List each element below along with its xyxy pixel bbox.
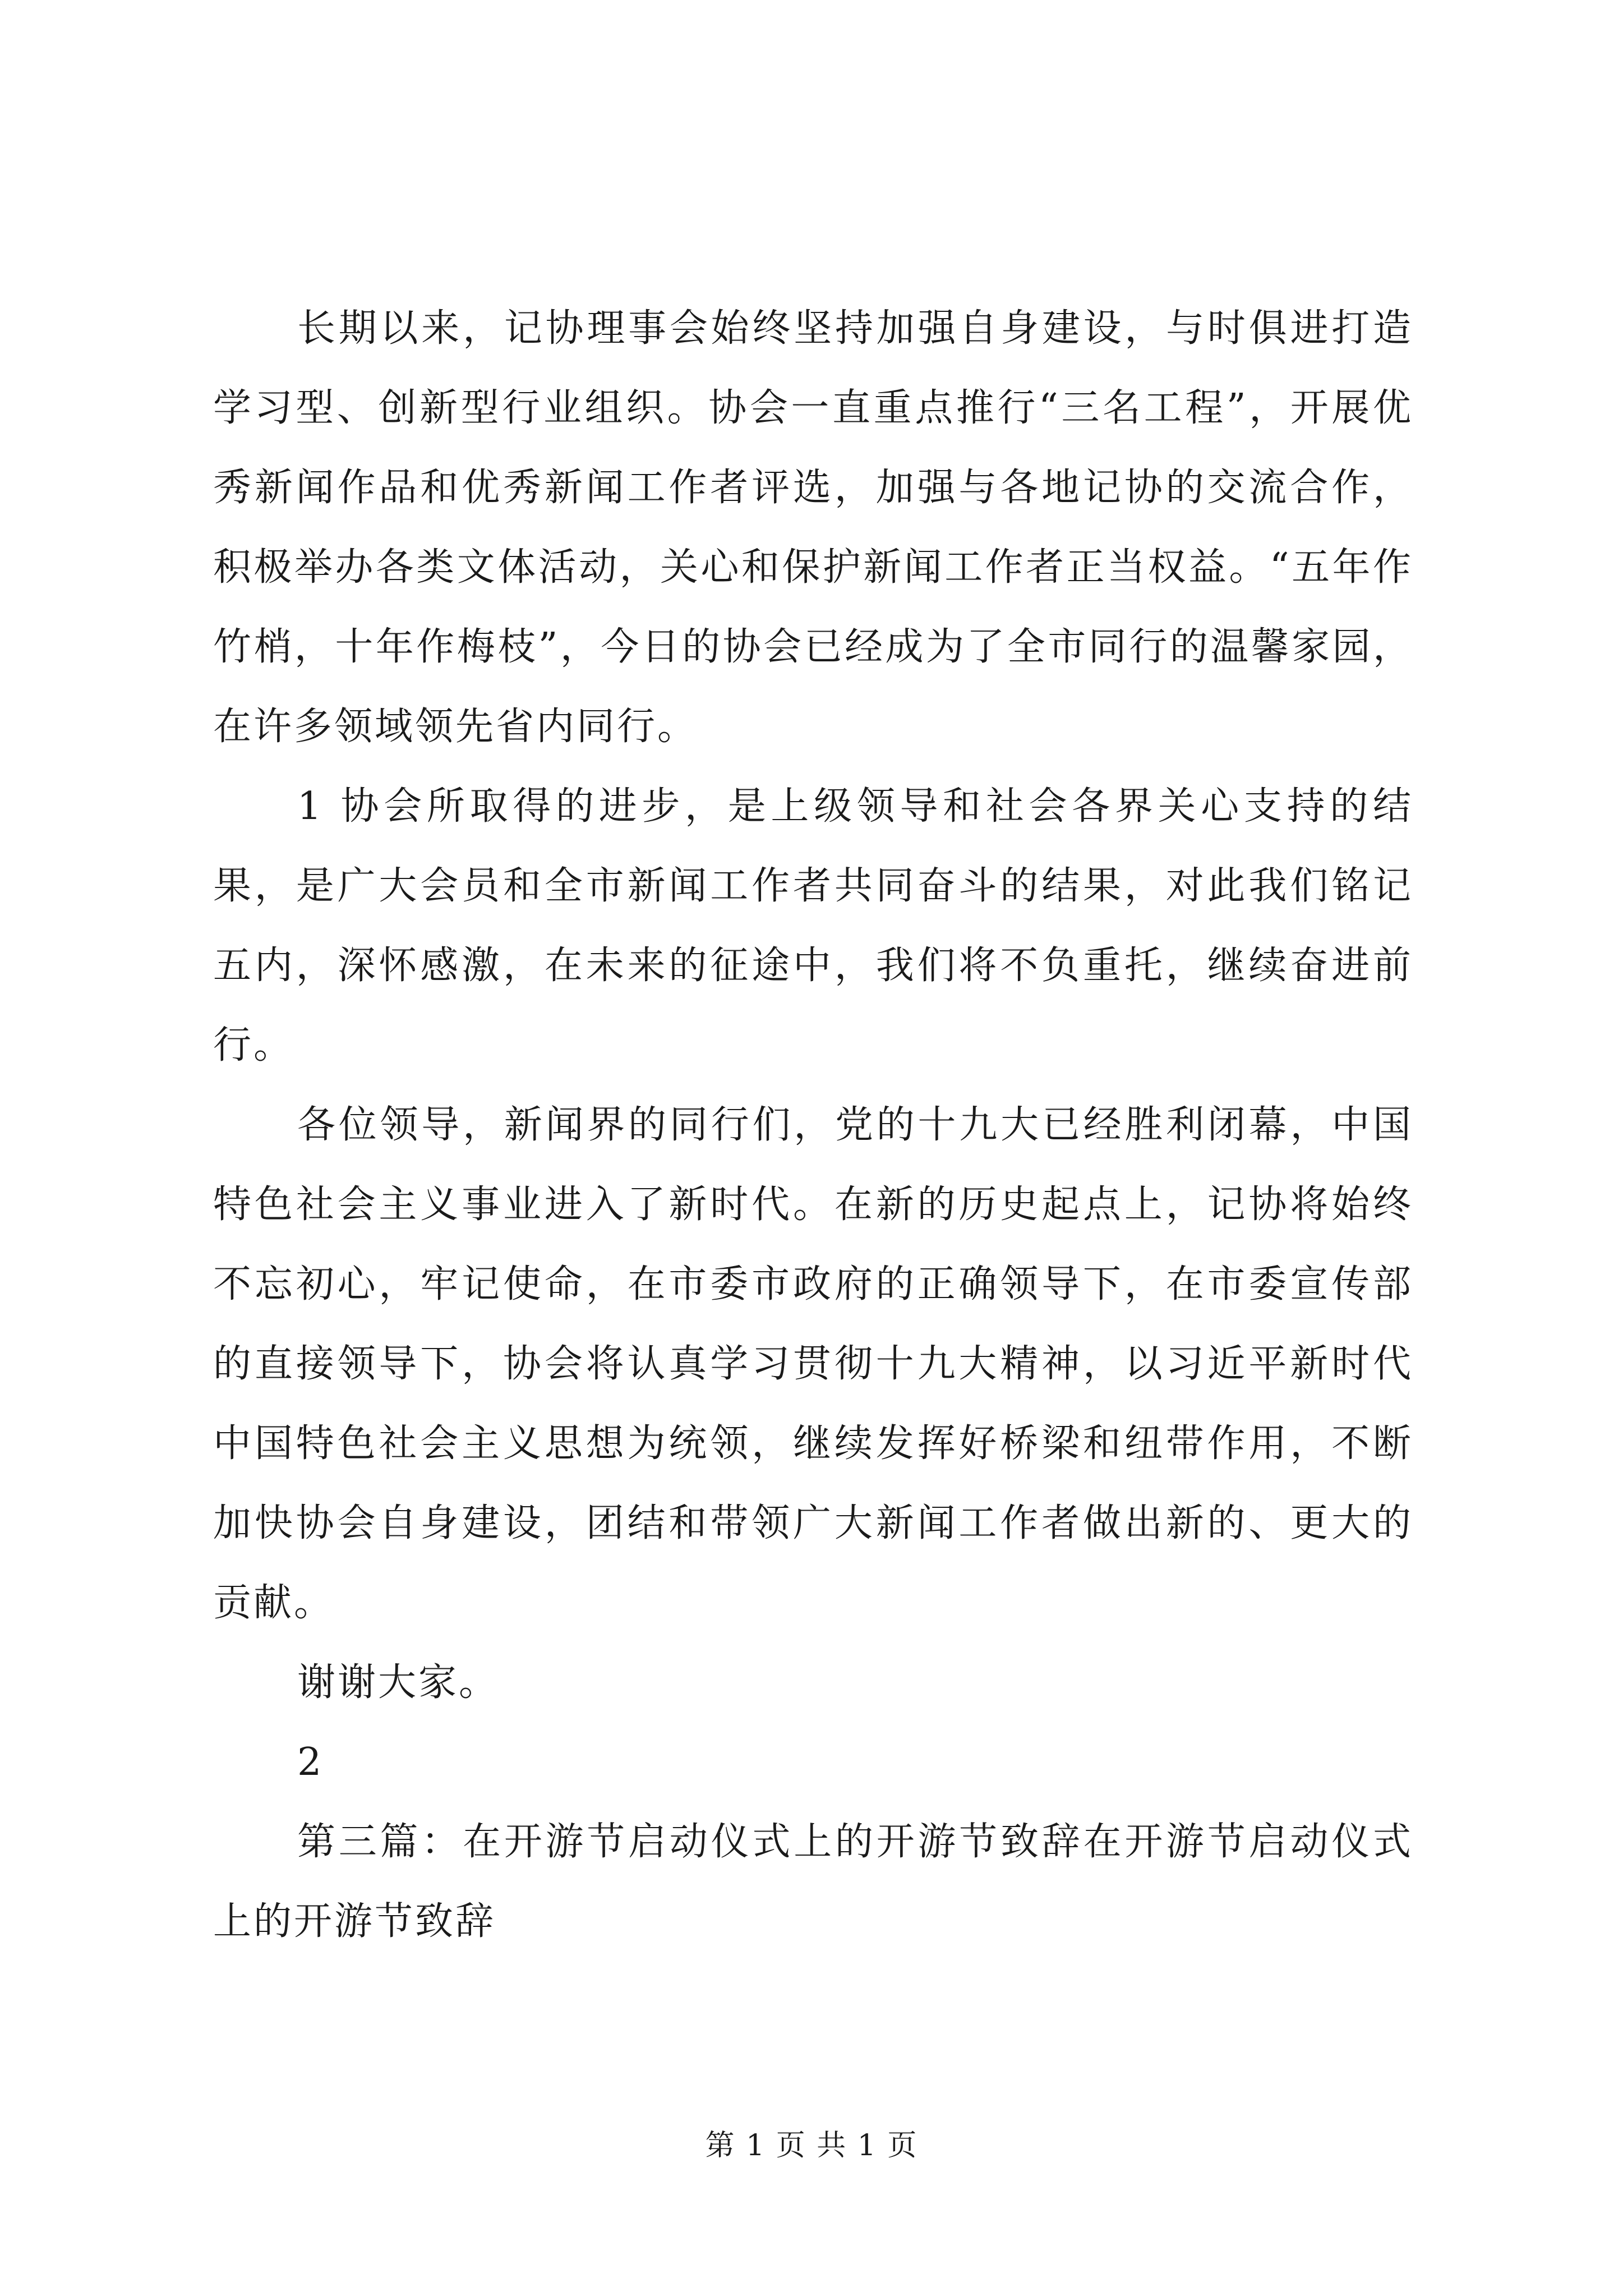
page-footer: 第 1 页 共 1 页 xyxy=(705,2129,918,2162)
paragraph-5: 2 xyxy=(297,1740,324,1784)
paragraph-4: 谢谢大家。 xyxy=(297,1660,500,1705)
section-heading: 第三篇：在开游节启动仪式上的开游节致辞在开游节启动仪式上的开游节致辞 xyxy=(213,1820,1413,1944)
paragraph-3: 各位领导，新闻界的同行们，党的十九大已经胜利闭幕，中国特色社会主义事业进入了新时代。在新的历史起点上，记协将始终不忘初心，牢记使命，在市委市政府的正确领导下，在市委宣传部的直接领导下，协会将认真学习贯彻十九大精神，以习近平新时代中国特色社会主义思想为统领，继续发挥好桥梁和纽带作用，不断加快协会自身建设，团结和带领广大新闻工作者做出新的、更大的贡献。 xyxy=(213,1103,1413,1625)
paragraph-2: 1 协会所取得的进步，是上级领导和社会各界关心支持的结果，是广大会员和全市新闻工作者共同奋斗的结果，对此我们铭记五内，深怀感激，在未来的征途中，我们将不负重托，继续奋进前行。 xyxy=(213,784,1413,1068)
document-body xyxy=(213,289,1413,1962)
paragraph-1: 长期以来，记协理事会始终坚持加强自身建设，与时俱进打造学习型、创新型行业组织。协会一直重点推行“三名工程”，开展优秀新闻作品和优秀新闻工作者评选，加强与各地记协的交流合作，积极举办各类文体活动，关心和保护新闻工作者正当权益。“五年作竹梢，十年作梅枝”，今日的协会已经成为了全市同行的温馨家园，在许多领域领先省内同行。 xyxy=(213,306,1413,749)
